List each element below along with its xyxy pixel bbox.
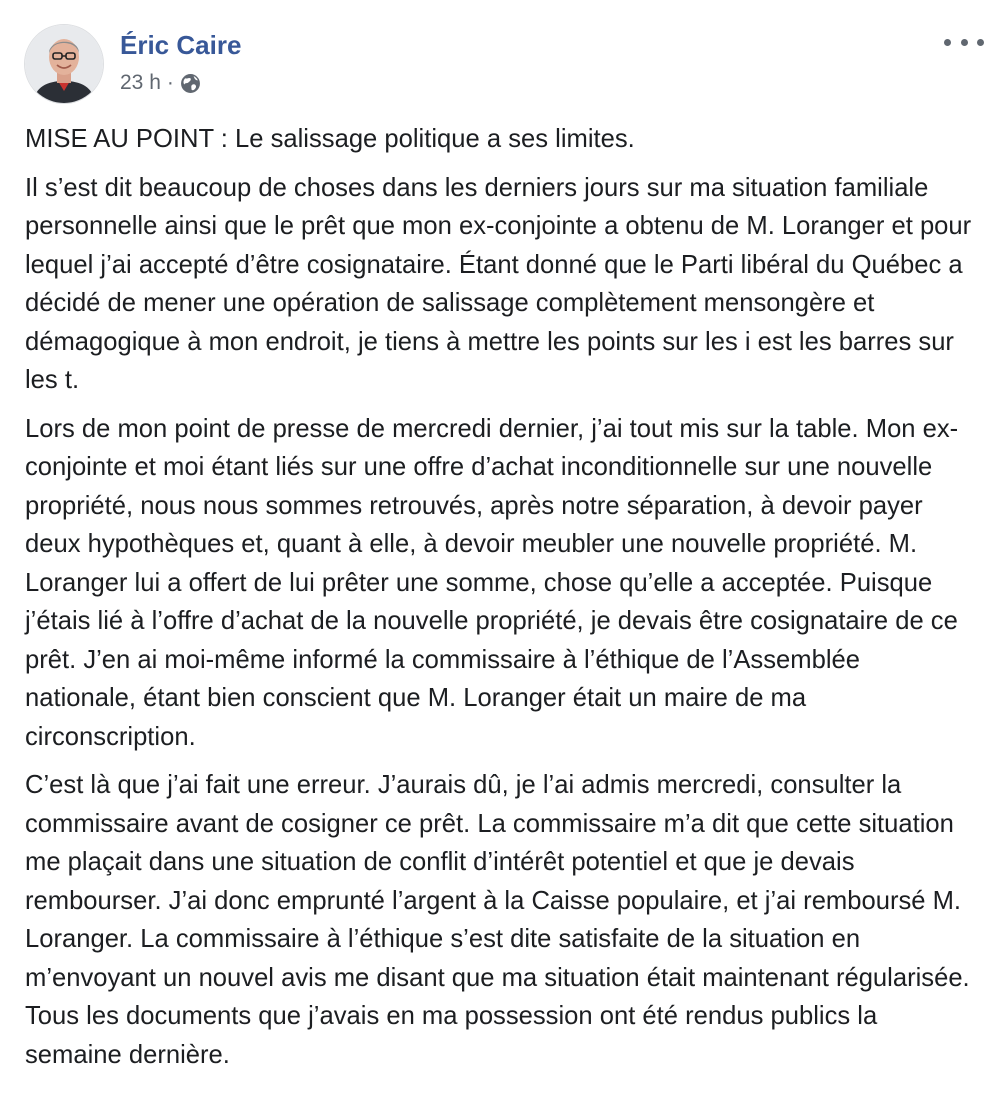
post-timestamp[interactable]: 23 h bbox=[120, 71, 161, 94]
post-paragraph: Lors de mon point de presse de mercredi dernier, j’ai tout mis sur la table. Mon ex-conjointe et moi étant liés sur une offre d’achat inconditionnelle sur une nouvelle propriété, nous nous sommes retrouvés, après notre séparation, à devoir payer deux hypothèques et, quant à elle, à devoir meubler une nouvelle propriété. M. Loranger lui a offert de lui prêter une somme, chose qu’elle a acceptée. Puisque j’étais lié à l’offre d’achat de la nouvelle propriété, je devais être cosignataire de ce prêt. J’en ai moi-même informé la commissaire à l’éthique de l’Assemblée nationale, étant bien conscient que M. Loranger était un maire de ma circonscription. bbox=[25, 414, 959, 751]
post-paragraph: Il s’est dit beaucoup de choses dans les derniers jours sur ma situation familiale personnelle ainsi que le prêt que mon ex-conjointe a obtenu de M. Loranger et pour lequel j’ai accepté d’être cosignataire. Étant donné que le Parti libéral du Québec a décidé de mener une opération de salissage complètement mensongère et démagogique à mon endroit, je tiens à mettre les points sur les i est les barres sur les t. bbox=[25, 173, 972, 394]
more-dot bbox=[944, 39, 951, 46]
meta-separator: · bbox=[166, 71, 174, 94]
post-header bbox=[24, 24, 984, 106]
post-meta bbox=[120, 70, 201, 96]
author-avatar[interactable] bbox=[24, 24, 104, 104]
post-paragraph: C’est là que j’ai fait une erreur. J’aurais dû, je l’ai admis mercredi, consulter la commissaire avant de cosigner ce prêt. La commissaire m’a dit que cette situation me plaçait dans une situation de conflit d’intérêt potentiel et que je devais rembourser. J’ai donc emprunté l’argent à la Caisse populaire, et j’ai remboursé M. Loranger. La commissaire à l’éthique s’est dite satisfaite de la situation en m’envoyant un nouvel avis me disant que ma situation était maintenant régularisée. Tous les documents que j’avais en ma possession ont été rendus publics la semaine dernière. bbox=[25, 771, 970, 1069]
post-paragraph: MISE AU POINT : Le salissage politique a ses limites. bbox=[25, 125, 635, 153]
more-options-icon[interactable] bbox=[944, 30, 984, 54]
avatar-photo-icon bbox=[25, 25, 103, 103]
more-dot bbox=[977, 39, 984, 46]
globe-icon[interactable] bbox=[180, 73, 201, 94]
author-name-link[interactable]: Éric Caire bbox=[120, 30, 242, 60]
post-body bbox=[25, 120, 975, 1084]
more-dot bbox=[961, 39, 968, 46]
